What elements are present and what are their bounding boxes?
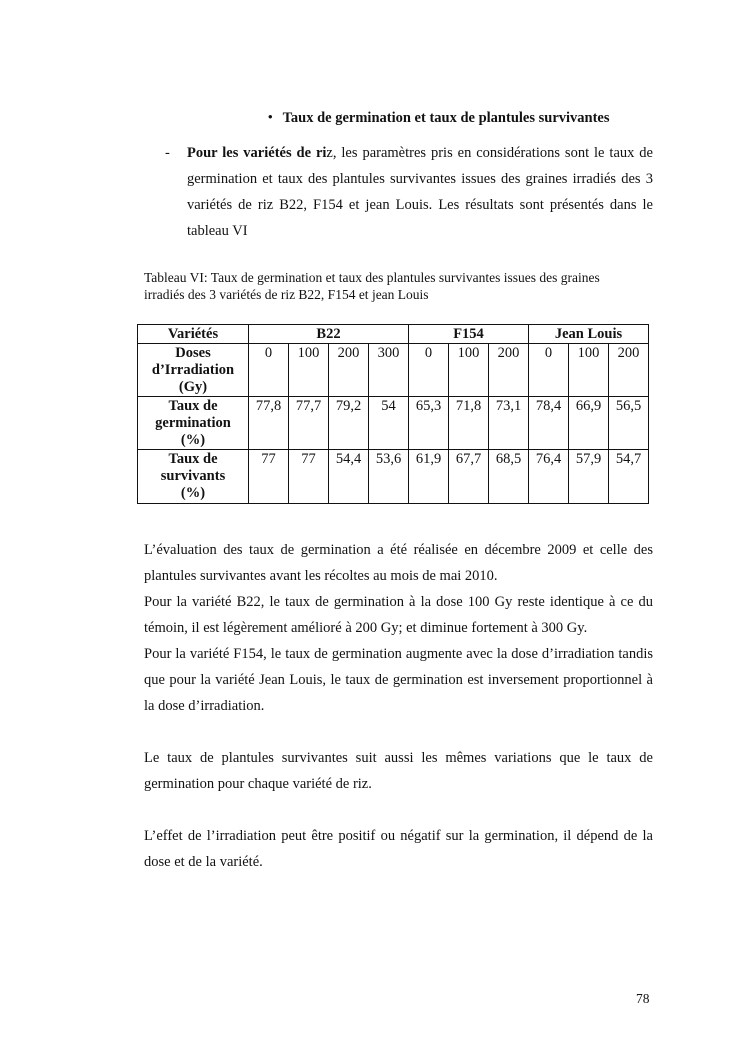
table-row-germination (138, 397, 649, 450)
table-header-row (138, 325, 649, 344)
table-cell: 57,9 (569, 450, 609, 504)
table-cell: 77,8 (249, 397, 289, 450)
table-cell: 0 (249, 344, 289, 397)
row-label-line: survivants (160, 468, 226, 484)
table-cell: 54,7 (609, 450, 649, 504)
body-text-block (144, 537, 653, 875)
table-cell: 78,4 (529, 397, 569, 450)
table-cell: 77,7 (289, 397, 329, 450)
table-cell: 77 (289, 450, 329, 504)
paragraph-b22: Pour la variété B22, le taux de germination à la dose 100 Gy reste identique à ce du témoin, il est légèrement amélioré à 200 Gy; et diminue fortement à 300 Gy. (144, 594, 653, 636)
table-cell: 100 (449, 344, 489, 397)
table-cell: 100 (569, 344, 609, 397)
dash-marker: - (165, 145, 170, 161)
corner-cell: Variétés (138, 325, 249, 344)
section-heading (268, 109, 610, 127)
variety-group-jean-louis: Jean Louis (529, 325, 649, 344)
table-cell: 56,5 (609, 397, 649, 450)
table-cell: 65,3 (409, 397, 449, 450)
dash-list-item (165, 140, 653, 244)
table-row-doses (138, 344, 649, 397)
dash-item-text (187, 140, 653, 244)
variety-group-b22: B22 (249, 325, 409, 344)
table-cell: 77 (249, 450, 289, 504)
table-cell: 54 (369, 397, 409, 450)
paragraph-survivantes: Le taux de plantules survivantes suit aussi les mêmes variations que le taux de germination pour chaque variété de riz. (144, 750, 653, 792)
table-cell: 73,1 (489, 397, 529, 450)
page-number: 78 (636, 991, 650, 1006)
results-table (137, 324, 649, 504)
row-label-line: Taux de (168, 451, 218, 467)
paragraph-effet-irradiation: L’effet de l’irradiation peut être positif ou négatif sur la germination, il dépend de la dose et de la variété. (144, 828, 653, 870)
paragraph-evaluation: L’évaluation des taux de germination a été réalisée en décembre 2009 et celle des plantules survivantes avant les récoltes au mois de mai 2010. (144, 542, 653, 584)
row-label-line: d’Irradiation (151, 362, 235, 378)
bullet-icon: • (268, 109, 273, 124)
table-cell: 76,4 (529, 450, 569, 504)
table-cell: 54,4 (329, 450, 369, 504)
table-cell: 71,8 (449, 397, 489, 450)
table-cell: 79,2 (329, 397, 369, 450)
table-cell: 0 (529, 344, 569, 397)
table-cell: 300 (369, 344, 409, 397)
row-label-doses (138, 344, 249, 397)
dash-item-lead-bold: Pour les variétés de ri (187, 145, 327, 161)
row-label-germination (138, 397, 249, 450)
row-label-line: (Gy) (178, 379, 208, 395)
table-cell: 68,5 (489, 450, 529, 504)
variety-group-f154: F154 (409, 325, 529, 344)
table-cell: 53,6 (369, 450, 409, 504)
row-label-line: Taux de (168, 398, 218, 414)
paragraph-f154-jean-louis: Pour la variété F154, le taux de germination augmente avec la dose d’irradiation tandis que pour la variété Jean Louis, le taux de germination est inversement proportionnel à la dose d’irradiation. (144, 646, 653, 714)
table-cell: 67,7 (449, 450, 489, 504)
table-cell: 0 (409, 344, 449, 397)
table-caption: Tableau VI: Taux de germination et taux des plantules survivantes issues des graines irradiés des 3 variétés de riz B22, F154 et jean Louis (144, 270, 600, 302)
table-cell: 61,9 (409, 450, 449, 504)
dash-item-rest: z, les paramètres pris en considérations sont le taux de germination et taux des plantules survivantes issues des graines irradiés des 3 variétés de riz B22, F154 et jean Louis. Les résultats sont présentés dans le tableau VI (187, 145, 653, 239)
table-cell: 100 (289, 344, 329, 397)
table-cell: 66,9 (569, 397, 609, 450)
table-row-survivants (138, 450, 649, 504)
table-cell: 200 (329, 344, 369, 397)
row-label-line: (%) (180, 432, 206, 448)
table-cell: 200 (609, 344, 649, 397)
row-label-line: (%) (180, 485, 206, 501)
row-label-line: Doses (175, 345, 211, 361)
row-label-survivants (138, 450, 249, 504)
row-label-line: germination (155, 415, 231, 431)
table-cell: 200 (489, 344, 529, 397)
section-heading-text: Taux de germination et taux de plantules survivantes (282, 110, 610, 126)
